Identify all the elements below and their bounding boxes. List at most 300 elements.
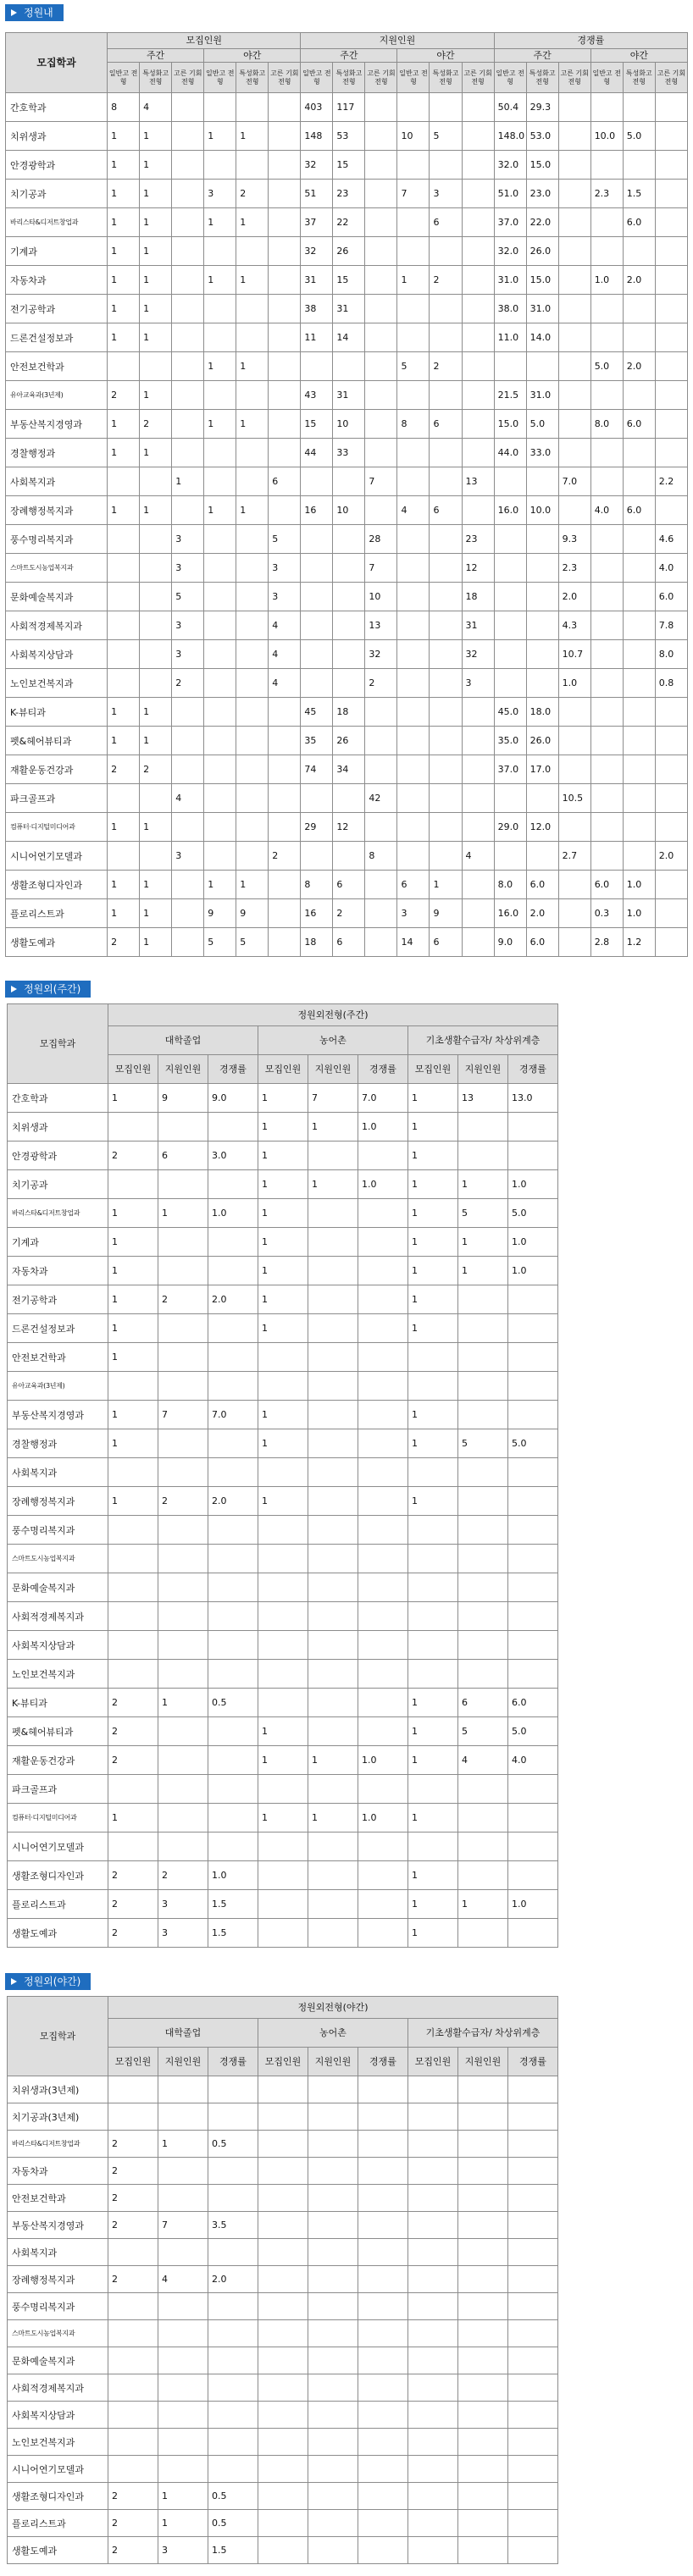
table-row — [8, 2185, 558, 2212]
value-cell: 13 — [458, 1084, 508, 1113]
value-cell: 1 — [408, 1142, 458, 1170]
value-cell — [308, 2537, 358, 2564]
department-name: 치기공과 — [6, 180, 108, 208]
value-cell — [172, 439, 204, 467]
value-cell — [308, 1314, 358, 1343]
value-cell — [258, 2185, 308, 2212]
value-cell: 3 — [172, 554, 204, 583]
value-cell: 6 — [397, 871, 430, 899]
table-row — [8, 1285, 558, 1314]
value-cell — [140, 554, 172, 583]
value-cell: 4.0 — [590, 496, 623, 525]
value-cell — [108, 1775, 158, 1804]
value-cell — [108, 640, 140, 669]
value-cell — [458, 1861, 508, 1890]
value-cell — [208, 2293, 258, 2320]
value-cell: 2 — [108, 1919, 158, 1948]
value-cell — [258, 2374, 308, 2402]
value-cell — [590, 698, 623, 727]
value-cell — [236, 467, 269, 496]
value-cell — [408, 2239, 458, 2266]
value-cell — [308, 1343, 358, 1372]
value-cell: 4 — [269, 669, 301, 698]
value-cell: 1.2 — [623, 928, 655, 957]
value-cell — [308, 1257, 358, 1285]
value-cell — [172, 93, 204, 122]
value-cell: 32 — [365, 640, 397, 669]
value-cell — [655, 813, 687, 842]
value-cell — [623, 842, 655, 871]
value-cell — [140, 467, 172, 496]
value-cell — [358, 2131, 408, 2158]
value-cell — [655, 698, 687, 727]
value-cell: 31.0 — [526, 381, 558, 410]
table-row — [8, 1890, 558, 1919]
value-cell: 3 — [172, 640, 204, 669]
value-cell — [258, 2483, 308, 2510]
value-cell — [430, 439, 462, 467]
value-cell: 1.0 — [623, 871, 655, 899]
value-cell: 1 — [140, 813, 172, 842]
value-cell: 45 — [301, 698, 333, 727]
value-cell: 4 — [269, 611, 301, 640]
value-cell: 2 — [108, 2185, 158, 2212]
value-cell — [301, 525, 333, 554]
value-cell: 1 — [108, 237, 140, 266]
value-cell: 32.0 — [494, 237, 526, 266]
value-cell — [458, 1285, 508, 1314]
value-cell — [258, 2158, 308, 2185]
value-cell: 1 — [140, 381, 172, 410]
department-name: 경찰행정과 — [8, 1429, 108, 1458]
value-cell — [508, 1343, 558, 1372]
value-cell: 1 — [408, 1429, 458, 1458]
value-cell — [358, 1228, 408, 1257]
value-cell — [558, 295, 590, 323]
night-header: 야간 — [590, 49, 687, 63]
value-cell — [258, 2131, 308, 2158]
type-header: 고른 기회 전형 — [365, 63, 397, 93]
value-cell: 8 — [108, 93, 140, 122]
table-row — [6, 928, 688, 957]
value-cell: 28 — [365, 525, 397, 554]
value-cell — [430, 93, 462, 122]
value-cell: 2.3 — [590, 180, 623, 208]
value-cell — [655, 352, 687, 381]
value-cell — [462, 410, 494, 439]
table-row — [6, 381, 688, 410]
table-row — [6, 899, 688, 928]
value-cell: 2 — [430, 352, 462, 381]
table-row — [6, 295, 688, 323]
table-row — [6, 352, 688, 381]
value-cell — [458, 1660, 508, 1689]
value-cell — [408, 2537, 458, 2564]
value-cell — [462, 871, 494, 899]
value-cell — [236, 698, 269, 727]
value-cell — [208, 2185, 258, 2212]
value-cell — [258, 2320, 308, 2347]
value-cell: 2.7 — [558, 842, 590, 871]
day-header: 주간 — [494, 49, 590, 63]
value-cell — [655, 122, 687, 151]
value-cell — [408, 2429, 458, 2456]
table-row — [6, 842, 688, 871]
value-cell — [623, 381, 655, 410]
value-cell — [269, 180, 301, 208]
value-cell — [358, 1660, 408, 1689]
department-name: 풍수명리복지과 — [8, 2293, 108, 2320]
table-row — [8, 1314, 558, 1343]
value-cell: 7 — [365, 554, 397, 583]
value-cell — [208, 1343, 258, 1372]
value-cell — [158, 1257, 208, 1285]
value-cell — [158, 1343, 208, 1372]
value-cell: 6.0 — [526, 928, 558, 957]
value-cell — [430, 554, 462, 583]
value-cell — [655, 928, 687, 957]
value-cell — [508, 1113, 558, 1142]
column-header: 모집인원 — [408, 2048, 458, 2076]
value-cell — [208, 2158, 258, 2185]
extra-day-table — [7, 1003, 558, 1948]
value-cell: 1.0 — [508, 1170, 558, 1199]
value-cell — [590, 813, 623, 842]
department-name: 부동산복지경영과 — [6, 410, 108, 439]
value-cell — [508, 2510, 558, 2537]
value-cell — [526, 583, 558, 611]
value-cell: 32 — [462, 640, 494, 669]
value-cell: 1 — [140, 871, 172, 899]
value-cell: 29.3 — [526, 93, 558, 122]
table-row — [6, 180, 688, 208]
value-cell — [140, 784, 172, 813]
type-header: 고른 기회 전형 — [655, 63, 687, 93]
value-cell — [158, 1832, 208, 1861]
value-cell: 6 — [430, 928, 462, 957]
value-cell: 13 — [365, 611, 397, 640]
value-cell — [458, 2374, 508, 2402]
value-cell: 3 — [430, 180, 462, 208]
value-cell — [508, 1602, 558, 1631]
value-cell — [308, 2185, 358, 2212]
value-cell — [397, 842, 430, 871]
value-cell — [508, 2429, 558, 2456]
value-cell — [108, 1113, 158, 1142]
value-cell: 1 — [258, 1228, 308, 1257]
value-cell: 10 — [333, 496, 365, 525]
value-cell — [408, 2266, 458, 2293]
value-cell: 1 — [108, 208, 140, 237]
value-cell — [558, 266, 590, 295]
value-cell — [208, 2402, 258, 2429]
value-cell — [508, 2131, 558, 2158]
value-cell — [458, 2158, 508, 2185]
value-cell: 1 — [108, 698, 140, 727]
value-cell — [508, 1487, 558, 1516]
value-cell: 4 — [397, 496, 430, 525]
value-cell — [458, 1545, 508, 1573]
column-header: 지원인원 — [308, 1055, 358, 1084]
value-cell: 18 — [301, 928, 333, 957]
value-cell — [172, 151, 204, 180]
value-cell — [308, 1775, 358, 1804]
value-cell — [430, 323, 462, 352]
value-cell: 1 — [236, 266, 269, 295]
value-cell: 1 — [258, 1084, 308, 1113]
value-cell — [269, 208, 301, 237]
department-name: 드론건설정보과 — [8, 1314, 108, 1343]
value-cell — [623, 727, 655, 755]
value-cell: 9.0 — [494, 928, 526, 957]
value-cell: 3 — [204, 180, 236, 208]
value-cell — [108, 669, 140, 698]
value-cell — [108, 1170, 158, 1199]
value-cell: 44.0 — [494, 439, 526, 467]
value-cell — [208, 2456, 258, 2483]
value-cell: 1 — [258, 1717, 308, 1746]
value-cell: 3 — [269, 583, 301, 611]
value-cell — [458, 2185, 508, 2212]
value-cell: 6.0 — [623, 208, 655, 237]
value-cell: 2 — [236, 180, 269, 208]
value-cell — [623, 640, 655, 669]
department-name: 전기공학과 — [6, 295, 108, 323]
value-cell — [494, 525, 526, 554]
department-name: 문화예술복지과 — [6, 583, 108, 611]
value-cell — [208, 1429, 258, 1458]
value-cell — [236, 640, 269, 669]
value-cell: 1 — [108, 899, 140, 928]
value-cell — [208, 1314, 258, 1343]
value-cell: 1 — [408, 1919, 458, 1948]
top-header: 정원외전형(주간) — [108, 1004, 558, 1026]
value-cell — [308, 2347, 358, 2374]
type-header: 고른 기회 전형 — [269, 63, 301, 93]
value-cell: 16 — [301, 496, 333, 525]
column-header: 모집인원 — [108, 2048, 158, 2076]
value-cell — [358, 2402, 408, 2429]
value-cell — [508, 2266, 558, 2293]
value-cell: 1 — [408, 1199, 458, 1228]
value-cell — [308, 1919, 358, 1948]
value-cell — [558, 928, 590, 957]
value-cell — [365, 928, 397, 957]
value-cell — [108, 2103, 158, 2131]
value-cell: 26.0 — [526, 727, 558, 755]
value-cell: 1 — [140, 237, 172, 266]
value-cell — [308, 1545, 358, 1573]
value-cell — [458, 1401, 508, 1429]
value-cell — [204, 611, 236, 640]
value-cell — [204, 842, 236, 871]
value-cell — [397, 784, 430, 813]
department-name: 안전보건학과 — [6, 352, 108, 381]
value-cell: 7.8 — [655, 611, 687, 640]
table-row — [8, 1804, 558, 1832]
value-cell — [208, 1113, 258, 1142]
value-cell — [158, 1804, 208, 1832]
value-cell — [308, 1689, 358, 1717]
value-cell — [308, 1458, 358, 1487]
value-cell: 1 — [258, 1401, 308, 1429]
value-cell: 2 — [108, 1717, 158, 1746]
value-cell — [508, 1631, 558, 1660]
value-cell: 5.0 — [508, 1717, 558, 1746]
value-cell: 32.0 — [494, 151, 526, 180]
value-cell — [258, 2076, 308, 2103]
value-cell — [269, 295, 301, 323]
department-name: 플로리스트과 — [8, 1890, 108, 1919]
value-cell — [462, 208, 494, 237]
value-cell — [458, 2456, 508, 2483]
value-cell — [508, 2103, 558, 2131]
value-cell — [236, 784, 269, 813]
value-cell — [108, 1372, 158, 1401]
value-cell — [365, 295, 397, 323]
value-cell — [301, 467, 333, 496]
department-name: 부동산복지경영과 — [8, 1401, 108, 1429]
value-cell: 1 — [204, 266, 236, 295]
triangle-bullet-icon — [11, 1978, 17, 1985]
table-row — [6, 871, 688, 899]
value-cell — [462, 323, 494, 352]
type-header: 일반고 전형 — [590, 63, 623, 93]
table-row — [8, 2293, 558, 2320]
value-cell: 1 — [236, 410, 269, 439]
value-cell — [508, 1545, 558, 1573]
value-cell: 6.0 — [655, 583, 687, 611]
column-header: 지원인원 — [308, 2048, 358, 2076]
value-cell: 1 — [308, 1170, 358, 1199]
value-cell: 18 — [333, 698, 365, 727]
value-cell — [590, 93, 623, 122]
value-cell: 2 — [108, 928, 140, 957]
value-cell: 2.0 — [558, 583, 590, 611]
value-cell — [158, 1545, 208, 1573]
value-cell: 1 — [408, 1228, 458, 1257]
value-cell — [458, 1458, 508, 1487]
type-header: 고른 기회 전형 — [558, 63, 590, 93]
value-cell: 1 — [308, 1746, 358, 1775]
value-cell: 1 — [108, 1487, 158, 1516]
value-cell: 1.0 — [358, 1170, 408, 1199]
value-cell: 1 — [108, 727, 140, 755]
value-cell: 3 — [158, 1890, 208, 1919]
value-cell: 1.0 — [508, 1257, 558, 1285]
value-cell — [358, 2212, 408, 2239]
column-header: 지원인원 — [458, 1055, 508, 1084]
value-cell — [236, 727, 269, 755]
value-cell: 117 — [333, 93, 365, 122]
value-cell — [508, 2320, 558, 2347]
value-cell — [462, 813, 494, 842]
value-cell — [365, 381, 397, 410]
value-cell — [269, 93, 301, 122]
value-cell — [623, 323, 655, 352]
value-cell — [458, 1631, 508, 1660]
department-name: 사회복지과 — [8, 1458, 108, 1487]
value-cell: 2.3 — [558, 554, 590, 583]
value-cell: 1.0 — [358, 1746, 408, 1775]
value-cell: 1 — [408, 1285, 458, 1314]
value-cell: 23 — [333, 180, 365, 208]
value-cell — [655, 381, 687, 410]
value-cell — [236, 237, 269, 266]
value-cell — [590, 554, 623, 583]
value-cell — [623, 467, 655, 496]
value-cell — [172, 381, 204, 410]
column-header: 경쟁률 — [358, 2048, 408, 2076]
value-cell — [158, 2076, 208, 2103]
value-cell — [172, 698, 204, 727]
value-cell — [365, 180, 397, 208]
value-cell — [258, 2266, 308, 2293]
value-cell — [408, 1660, 458, 1689]
value-cell — [365, 871, 397, 899]
section-title-extra-night — [5, 1973, 91, 1990]
table-row — [8, 2347, 558, 2374]
value-cell — [258, 1372, 308, 1401]
value-cell: 29 — [301, 813, 333, 842]
value-cell — [558, 122, 590, 151]
value-cell: 4 — [269, 640, 301, 669]
dept-header: 모집학과 — [8, 1997, 108, 2076]
value-cell — [208, 1660, 258, 1689]
value-cell — [269, 439, 301, 467]
table-row — [6, 554, 688, 583]
value-cell — [365, 151, 397, 180]
value-cell — [358, 2266, 408, 2293]
value-cell — [508, 2456, 558, 2483]
value-cell — [358, 1573, 408, 1602]
value-cell — [430, 151, 462, 180]
value-cell: 0.5 — [208, 2131, 258, 2158]
value-cell — [172, 928, 204, 957]
department-name: 노인보건복지과 — [8, 2429, 108, 2456]
value-cell: 32 — [301, 237, 333, 266]
value-cell — [308, 2483, 358, 2510]
value-cell: 5 — [458, 1429, 508, 1458]
column-header: 경쟁률 — [208, 2048, 258, 2076]
value-cell — [158, 1429, 208, 1458]
value-cell — [108, 2320, 158, 2347]
value-cell — [108, 1516, 158, 1545]
value-cell — [458, 2402, 508, 2429]
value-cell: 15 — [333, 266, 365, 295]
value-cell — [204, 784, 236, 813]
value-cell — [408, 2076, 458, 2103]
table-row — [8, 2510, 558, 2537]
value-cell — [494, 842, 526, 871]
value-cell — [236, 525, 269, 554]
value-cell: 6 — [430, 496, 462, 525]
column-header: 경쟁률 — [208, 1055, 258, 1084]
value-cell — [408, 1545, 458, 1573]
value-cell — [526, 784, 558, 813]
value-cell — [590, 323, 623, 352]
value-cell — [204, 323, 236, 352]
value-cell — [655, 180, 687, 208]
value-cell — [108, 1660, 158, 1689]
value-cell: 2 — [108, 2158, 158, 2185]
value-cell — [358, 1285, 408, 1314]
value-cell — [308, 1199, 358, 1228]
value-cell — [208, 2103, 258, 2131]
value-cell: 22.0 — [526, 208, 558, 237]
value-cell — [365, 813, 397, 842]
value-cell — [655, 208, 687, 237]
